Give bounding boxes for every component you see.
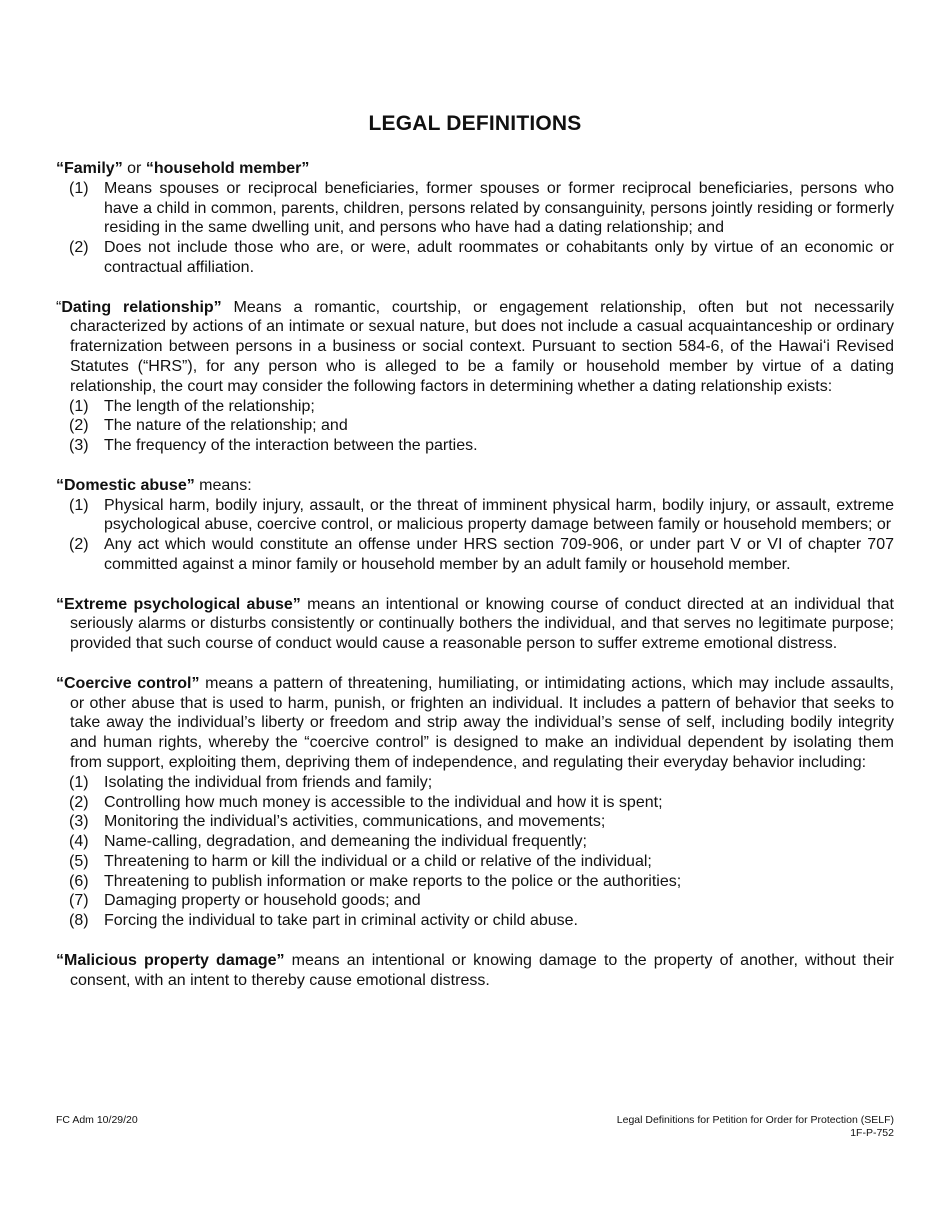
list-item <box>56 535 894 575</box>
list-item <box>56 852 894 872</box>
page-title: LEGAL DEFINITIONS <box>368 112 582 135</box>
form-revision-date: FC Adm 10/29/20 <box>56 1114 138 1126</box>
definition-dating <box>56 298 894 456</box>
term-household-member: “household member” <box>145 160 310 177</box>
item-text: Physical harm, bodily injury, assault, or the threat of imminent physical harm, bodily injury, or assault, extreme psychological abuse, coercive control, or malicious property damage between family or household members; or <box>104 496 894 534</box>
form-title: Legal Definitions for Petition for Order for Protection (SELF) <box>616 1114 894 1126</box>
item-text: Forcing the individual to take part in criminal activity or child abuse. <box>104 912 578 930</box>
item-text: Does not include those who are, or were, adult roommates or cohabitants only by virtue of an economic or contractual affiliation. <box>104 239 894 276</box>
definition-text: means an intentional or knowing course of conduct directed at an individual that seriously alarms or disturbs consistently or continually bothers the individual, and that serves no legitimate purpose; provided that such course of conduct would cause a reasonable person to suffer extreme emotional distress. <box>70 595 894 653</box>
list-item <box>56 436 894 456</box>
definition-paragraph <box>56 951 894 991</box>
list-item <box>56 793 894 813</box>
term-family: Family” <box>64 160 123 177</box>
item-number: (1) <box>69 397 89 415</box>
definition-paragraph <box>56 674 894 773</box>
list-item <box>56 812 894 832</box>
item-number: (8) <box>69 912 89 930</box>
item-text: Monitoring the individual’s activities, communications, and movements; <box>104 813 606 831</box>
item-number: (3) <box>69 813 89 831</box>
item-number: (4) <box>69 833 89 851</box>
dating-factors <box>56 397 894 456</box>
term-dating-relationship: Dating relationship” <box>61 298 222 316</box>
list-item <box>56 397 894 417</box>
definition-text: means an intentional or knowing damage to the property of another, without their consent, with an intent to thereby cause emotional distress. <box>70 951 894 989</box>
list-item <box>56 911 894 931</box>
family-items <box>56 179 894 278</box>
item-text: Threatening to publish information or make reports to the police or the authorities; <box>104 872 682 890</box>
coercive-control-items <box>56 773 894 931</box>
item-number: (3) <box>69 437 89 455</box>
definition-heading <box>56 159 894 179</box>
item-number: (1) <box>69 773 89 791</box>
definition-paragraph <box>56 595 894 654</box>
conjunction: or <box>122 160 146 177</box>
definition-family <box>56 159 894 278</box>
definition-extreme-psychological-abuse <box>56 595 894 654</box>
list-item <box>56 891 894 911</box>
item-number: (1) <box>69 496 89 514</box>
item-text: The frequency of the interaction between the parties. <box>104 437 478 455</box>
term-malicious-property-damage: “Malicious property damage” <box>56 951 285 969</box>
term-coercive-control: “Coercive control” <box>56 674 200 692</box>
item-number: (1) <box>69 179 89 197</box>
list-item <box>56 179 894 238</box>
definition-text: means: <box>194 476 252 494</box>
item-number: (5) <box>69 852 89 870</box>
item-text: Isolating the individual from friends and family; <box>104 773 433 791</box>
item-number: (6) <box>69 872 89 890</box>
list-item <box>56 773 894 793</box>
open-quote: “ <box>56 298 62 316</box>
item-number: (2) <box>69 417 89 435</box>
item-text: Controlling how much money is accessible to the individual and how it is spent; <box>104 793 663 811</box>
definition-coercive-control <box>56 674 894 931</box>
item-text: Any act which would constitute an offense under HRS section 709-906, or under part V or VI of chapter 707 committed against a minor family or household member by an adult family or household member. <box>104 536 894 573</box>
definitions-body <box>56 159 894 1010</box>
form-identifier <box>617 1114 894 1139</box>
definition-malicious-property-damage <box>56 951 894 991</box>
list-item <box>56 238 894 278</box>
list-item <box>56 416 894 436</box>
definition-paragraph <box>56 298 894 397</box>
item-text: The nature of the relationship; and <box>104 417 348 435</box>
definition-text: Means a romantic, courtship, or engagement relationship, often but not necessarily characterized by actions of an intimate or sexual nature, but does not include a casual acquaintanceship or ordinary fraternization between persons in a business or social context. Pursuant to section 584-6, of the Hawaiʻi Revised Statutes (“HRS”), for any person who is alleged to be a family or household member by virtue of a dating relationship, the court may consider the following factors in determining whether a dating relationship exists: <box>70 298 895 395</box>
item-text: Name-calling, degradation, and demeaning the individual frequently; <box>104 833 587 851</box>
item-text: The length of the relationship; <box>104 397 315 415</box>
definition-text: means a pattern of threatening, humiliating, or intimidating actions, which may include assaults, or other abuse that is used to harm, punish, or frighten an individual. It includes a pattern of behavior that seeks to take away the individual’s liberty or freedom and strip away the individual’s sense of self, including bodily integrity and human rights, whereby the “coercive control” is designed to make an individual dependent by isolating them from support, exploiting them, depriving them of independence, and regulating their everyday behavior including: <box>70 674 894 771</box>
item-number: (7) <box>69 892 89 910</box>
definition-domestic-abuse <box>56 476 894 575</box>
domestic-abuse-items <box>56 496 894 575</box>
item-number: (2) <box>69 793 89 811</box>
term-domestic-abuse: “Domestic abuse” <box>56 476 195 494</box>
item-number: (2) <box>69 536 89 554</box>
term-extreme-psychological-abuse: “Extreme psychological abuse” <box>56 595 301 613</box>
form-number: 1F-P-752 <box>850 1126 894 1139</box>
open-quote: “ <box>56 160 64 177</box>
list-item <box>56 496 894 536</box>
definition-paragraph <box>56 476 894 496</box>
item-number: (2) <box>69 239 89 257</box>
item-text: Means spouses or reciprocal beneficiaries, former spouses or former reciprocal beneficiaries, persons who have a child in common, parents, children, persons related by consanguinity, persons jointly residing or formerly residing in the same dwelling unit, and persons who have had a dating relationship; and <box>104 179 894 237</box>
item-text: Threatening to harm or kill the individual or a child or relative of the individual; <box>104 852 652 870</box>
item-text: Damaging property or household goods; and <box>104 892 421 910</box>
list-item <box>56 872 894 892</box>
list-item <box>56 832 894 852</box>
